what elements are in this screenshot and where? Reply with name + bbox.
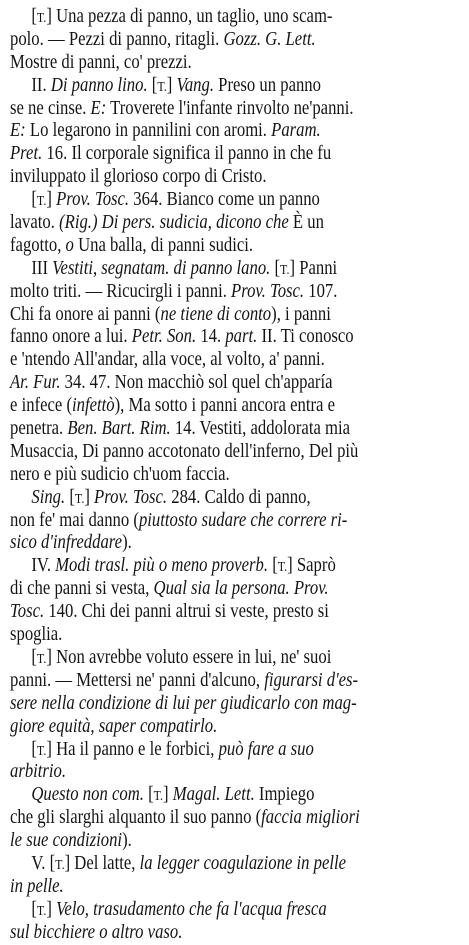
text-line: III Vestiti, segnatam. di panno lano. [T.] Panni: [31, 257, 338, 279]
text-line: Questo non com. [T.] Magal. Lett. Impiego: [31, 784, 315, 806]
text-line: Pret. 16. Il corporale significa il panno in che fu: [10, 143, 332, 165]
text-line: di che panni si vesta, Qual sia la persona. Prov.: [10, 578, 329, 600]
text-line: polo. — Pezzi di panno, ritagli. Gozz. G. Lett.: [10, 28, 316, 50]
text-line: Sing. [T.] Prov. Tosc. 284. Caldo di panno,: [31, 486, 311, 508]
text-line: fagotto, o Una balla, di panni sudici.: [10, 234, 254, 256]
text-line: E: Lo legarono in pannilini con aromi. Param.: [10, 120, 321, 142]
text-line: fanno onore a lui. Petr. Son. 14. part. II. Ti conosco: [10, 326, 354, 348]
text-line: Tosc. 140. Chi dei panni altrui si veste, presto si: [10, 601, 329, 623]
text-line: penetra. Ben. Bart. Rim. 14. Vestiti, addolorata mia: [10, 418, 351, 440]
text-line: [T.] Velo, trasudamento che fa l'acqua fresca: [31, 898, 327, 920]
text-line: che gli slarghi alquanto il suo panno (faccia migliori: [10, 807, 360, 829]
text-line: Mostre di panni, co' prezzi.: [10, 51, 192, 73]
text-line: e infece (infettò), Ma sotto i panni ancora entra e: [10, 395, 335, 417]
text-line: [T.] Prov. Tosc. 364. Bianco come un panno: [31, 189, 320, 211]
text-line: [T.] Non avrebbe voluto essere in lui, ne' suoi: [31, 646, 332, 668]
text-line: molto triti. — Ricucirgli i panni. Prov. Tosc. 107.: [10, 280, 338, 302]
text-line: arbitrio.: [10, 761, 67, 783]
text-line: II. Di panno lino. [T.] Vang. Preso un panno: [31, 74, 321, 96]
text-line: le sue condizioni).: [10, 830, 132, 852]
text-line: Musaccia, Di panno accotonato dell'inferno, Del più: [10, 440, 359, 462]
text-line: panni. — Mettersi ne' panni d'alcuno, figurarsi d'es-: [10, 669, 359, 691]
text-line: IV. Modi trasl. più o meno proverb. [T.] Saprò: [31, 555, 336, 577]
text-line: [T.] Una pezza di panno, un taglio, uno scam-: [31, 6, 333, 27]
text-line: sico d'infreddare).: [10, 532, 132, 554]
text-line: V. [T.] Del latte, la legger coagulazione in pelle: [31, 852, 347, 874]
text-line: Ar. Fur. 34. 47. Non macchiò sol quel ch'apparía: [10, 372, 333, 394]
text-line: sul bicchiere o altro vaso.: [10, 921, 183, 943]
text-line: [T.] Ha il panno e le forbici, può fare a suo: [31, 738, 314, 760]
text-line: inviluppato il glorioso corpo di Cristo.: [10, 166, 267, 188]
text-line: in pelle.: [10, 875, 64, 897]
text-line: nero e più sudicio ch'uom faccia.: [10, 463, 230, 485]
text-line: Chi fa onore ai panni (ne tiene di conto), i panni: [10, 303, 331, 325]
text-line: giore equità, saper compatirlo.: [10, 715, 218, 737]
text-line: e 'ntendo All'andar, alla voce, al volto, a' panni.: [10, 349, 325, 371]
text-line: se ne cinse. E: Troverete l'infante rinvolto ne'panni.: [10, 97, 354, 119]
dictionary-entry-text: [10, 6, 396, 945]
text-line: sere nella condizione di lui per giudicarlo con mag-: [10, 692, 357, 714]
text-line: non fe' mai danno (piuttosto sudare che correre ri-: [10, 509, 348, 531]
text-line: spoglia.: [10, 624, 63, 646]
text-line: lavato. (Rig.) Di pers. sudicia, dicono che È un: [10, 212, 324, 234]
